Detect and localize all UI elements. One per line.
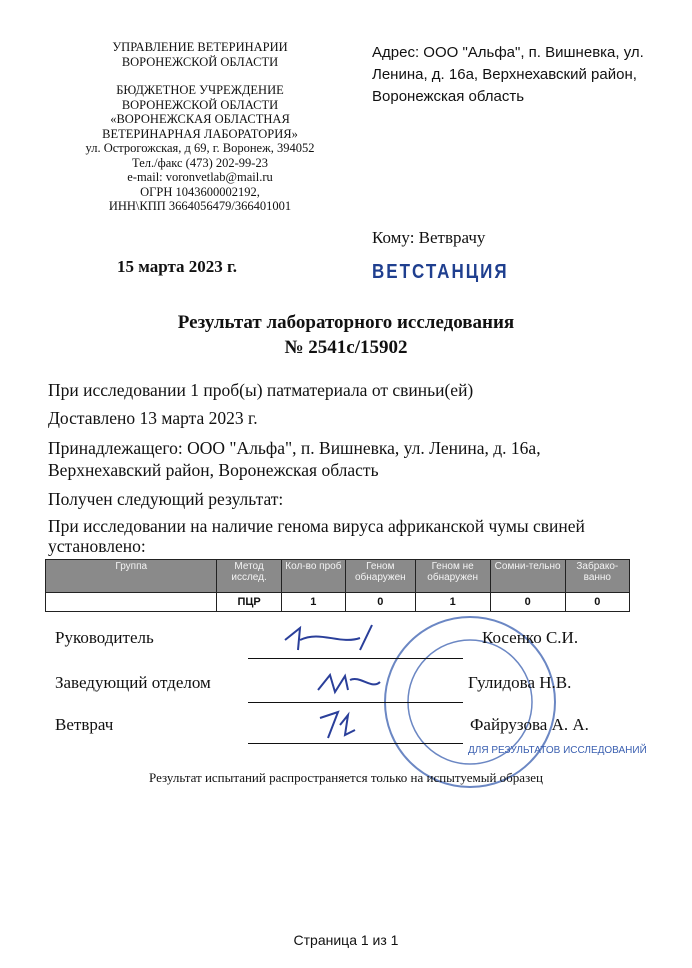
table-cell: 0 [490, 593, 565, 612]
column-header: Геном обнаружен [346, 560, 416, 593]
paragraph-delivered: Доставлено 13 марта 2023 г. [48, 408, 258, 428]
header-line: ИНН\КПП 3664056479/366401001 [108, 199, 292, 213]
seal-text: ДЛЯ РЕЗУЛЬТАТОВ ИССЛЕДОВАНИЙ [468, 745, 647, 756]
table-cell: 1 [415, 593, 490, 612]
document-date: 15 марта 2023 г. [117, 257, 238, 276]
column-header: Сомни-тельно [490, 560, 565, 593]
paragraph-result-intro: Получен следующий результат: [48, 489, 284, 509]
page-number: Страница 1 из 1 [293, 932, 399, 948]
header-line: ВОРОНЕЖСКОЙ ОБЛАСТИ [121, 54, 279, 69]
table-cell: 0 [565, 593, 629, 612]
title-text: Результат лабораторного исследования [177, 312, 515, 333]
header-line: e-mail: voronvetlab@mail.ru [127, 170, 273, 184]
signature-line [248, 702, 463, 703]
signature-name: Файрузова А. А. [470, 715, 589, 734]
column-header: Группа [46, 560, 217, 593]
column-header: Кол-во проб [281, 560, 345, 593]
table-cell: ПЦР [217, 593, 281, 612]
paragraph-owner: Принадлежащего: ООО "Альфа", п. Вишневка, ул. Ленина, д. 16а, Верхнехавский район, Воронежская область [48, 438, 541, 480]
header-line: «ВОРОНЕЖСКАЯ ОБЛАСТНАЯ [110, 112, 290, 126]
header-line: Тел./факс (473) 202-99-23 [132, 155, 268, 170]
recipient-address: Адрес: ООО "Альфа", п. Вишневка, ул. Ленина, д. 16а, Верхнехавский район, Воронежская область [372, 44, 644, 105]
footer-note: Результат испытаний распространяется только на испытуемый образец [149, 770, 543, 785]
header-line: ВЕТЕРИНАРНАЯ ЛАБОРАТОРИЯ» [102, 126, 298, 141]
header-line: БЮДЖЕТНОЕ УЧРЕЖДЕНИЕ [116, 83, 284, 97]
signature-role: Руководитель [55, 628, 154, 647]
table-cell: 0 [346, 593, 416, 612]
header-line: ул. Острогожская, д 69, г. Воронеж, 394052 [85, 141, 315, 155]
signature-line [248, 658, 463, 659]
table-cell: 1 [281, 593, 345, 612]
header-line: ВОРОНЕЖСКОЙ ОБЛАСТИ [121, 97, 279, 112]
signature-name: Гулидова Н.В. [468, 673, 572, 692]
header-line: УПРАВЛЕНИЕ ВЕТЕРИНАРИИ [112, 40, 288, 54]
recipient: Кому: Ветврачу [372, 228, 486, 247]
signature-role: Заведующий отделом [55, 673, 211, 692]
column-header: Геном не обнаружен [415, 560, 490, 593]
column-header: Метод исслед. [217, 560, 281, 593]
column-header: Забрако-ванно [565, 560, 629, 593]
vet-station-stamp: ВЕТСТАНЦИЯ [372, 260, 509, 283]
header-line: ОГРН 1043600002192, [140, 184, 260, 199]
signature-name: Косенко С.И. [482, 628, 579, 647]
signature-role: Ветврач [55, 715, 114, 734]
handwritten-signature [285, 625, 380, 738]
paragraph-samples: При исследовании 1 проб(ы) патматериала от свиньи(ей) [48, 380, 474, 400]
paragraph-finding: При исследовании на наличие генома вируса африканской чумы свиней установлено: [48, 516, 585, 556]
document-number: № 2541с/15902 [284, 337, 408, 358]
signature-line [248, 743, 463, 744]
